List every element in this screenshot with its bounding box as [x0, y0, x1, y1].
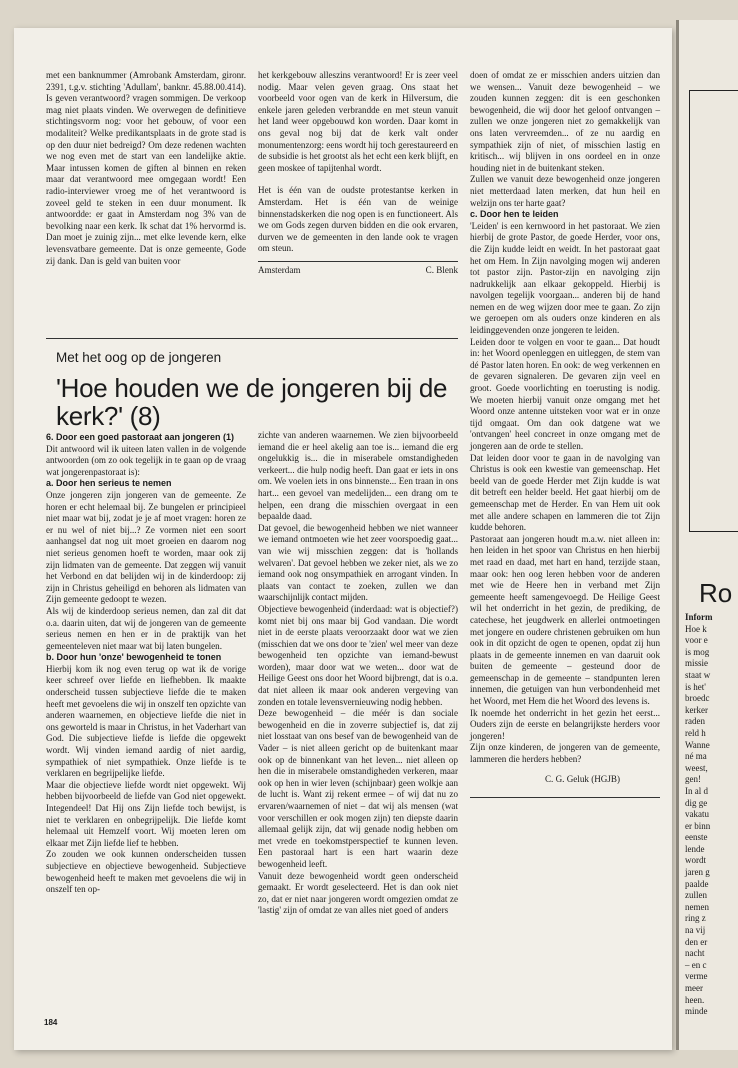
article-column-3 — [470, 70, 660, 798]
facing-page-line: jaren g — [685, 867, 710, 878]
subsection-b-para3: Zo zouden we ook kunnen onderscheiden tussen subjectieve en objectieve bewogenheid. Subjectieve bewogenheid heeft te maken met gevoelens die wij in onszelf ten op- — [46, 849, 246, 895]
facing-page-line: staat w — [685, 669, 711, 680]
signature-place: Amsterdam — [258, 264, 301, 275]
facing-page-line: nacht — [685, 948, 705, 959]
facing-page-partial — [676, 20, 738, 1050]
middle-para4: Deze bewogenheid – die méér is dan sociale bewogenheid en die in zoverre subjectief is, dat zij niet losstaat van ons besef van de bewogenheid van de Vader – is niet alleen gericht op de buitenkant maar ook op de binnenkant van het leven... niet alleen op hen die in miserabele omstandigheden verkeren, maar ook op hen in wier leven (schijnbaar) geen wolkje aan de lucht is. Want zij rekent ermee – of wij dat nu zo ervaren/waarnemen of niet – dat wij als mensen (wat voor verschillen er ook mogen zijn) ten diepste daarin allemaal gelijk zijn, dat wij genade nodig hebben om met vrede en toekomstperspectief te kunnen leven. Een pastoraal hart is een hart waarin deze bewogenheid leeft. — [258, 708, 458, 869]
magazine-page — [14, 28, 672, 1050]
intro-paragraph: Dit antwoord wil ik uiteen laten vallen in de volgende antwoorden (om zo ook tegelijk in te gaan op de vraag wat jongerenpastoraat is): — [46, 443, 246, 477]
facing-page-line: paalde — [685, 878, 709, 889]
subsection-c-para5: Ik noemde het onderricht in het gezin het eerst... Ouders zijn de eerste en belangrijkste herders voor jongeren! — [470, 707, 660, 741]
article-column-2 — [258, 430, 458, 917]
facing-page-line: Inform — [685, 612, 713, 622]
top-article-col1-text: met een banknummer (Amrobank Amsterdam, gironr. 2391, t.g.v. stichting 'Adullam', banknr. 45.88.00.414). Is geven verantwoord? vragen sommigen. De verkoop mag niet plaats vinden. We overwegen de definitieve stichtingsvorm nog: voor het gebouw, of voor een modaliteit? Welke predikantsplaats in de grote stad is op den duur niet bedreigd? Om deze redenen wachten we nog even met de start van een landelijke aktie. Maar intussen komen de giften al binnen en reken maar dat verantwoord mee omgegaan wordt! Een radio-interviewer vroeg me of het verantwoord is zoveel geld te steken in een duur monument. Ik antwoordde: er gaat in Amsterdam nog 3% van de bevolking naar een kerk. Ik schat dat 1% hervormd is. Dan moet je zuinig zijn... met elke levende kern, elke levensvatbare gemeente. Dat is onze gemeente, Gode zij dank. Dan is geld van buiten voor — [46, 70, 246, 266]
facing-page-line: reld h — [685, 727, 706, 738]
subsection-a-title: a. Door hen serieus te nemen — [46, 478, 172, 489]
subsection-c-title: c. Door hen te leiden — [470, 209, 559, 220]
facing-page-line: gen! — [685, 774, 701, 785]
facing-page-line: weest, — [685, 762, 708, 773]
facing-page-title: Ro — [699, 578, 733, 608]
right-para2: Zullen we vanuit deze bewogenheid onze jongeren niet metterdaad laten merken, dat hun heil en welzijn ons ter harte gaat? — [470, 174, 660, 208]
middle-para5: Vanuit deze bewogenheid wordt geen onderscheid gemaakt. Er wordt geselecteerd. Het is dan ook niet zo, dat er niet naar jongeren wordt omgezien omdat ze 'lastig' zijn of omdat ze van alles niet goed of anders — [258, 870, 458, 916]
facing-page-line: minde — [685, 1006, 708, 1017]
article-column-1 — [46, 432, 246, 896]
signature-name: C. Blenk — [425, 264, 458, 275]
subsection-b-title: b. Door hun 'onze' bewogenheid te tonen — [46, 652, 222, 663]
facing-page-line: na vij — [685, 925, 706, 936]
right-para1: doen of omdat ze er misschien anders uitzien dan we wensen... Vanuit deze bewogenheid – we zouden kunnen zeggen: dit is een geschonken bewogenheid, die wij door het geloof ontvangen – zullen we onze jongeren niet zo gemakkelijk van ons laten vervreemden... of ze nu aardig en sympathiek zijn of niet, of misschien lastig en kritisch... wij blijven in ons oordeel en in onze houding niet in de buitenkant steken. — [470, 70, 660, 173]
subsection-a-para1: Onze jongeren zijn jongeren van de gemeente. Ze horen er echt helemaal bij. Ze bungelen er principieel niet maar wat bij, zodat je je af moet vragen: horen ze er nu wel of niet bij...? Ze vormen niet een soort aanhangsel dat nog uit moet groeien en daarom nog niet serieus genomen hoeft te worden, maar ook zij zijn lidmaten van de gemeente. Dat zeggen wij vanuit het Verbond en dat belijden wij in de kinderdoop: zij zijn in Christus geheiligd en behoren als lidmaten van Zijn gemeente gedoopt te wezen. — [46, 489, 246, 605]
facing-page-line: missie — [685, 658, 709, 669]
facing-page-line: voor e — [685, 635, 708, 646]
facing-page-line: meer — [685, 983, 703, 993]
facing-page-line: – en c — [685, 959, 707, 970]
facing-page-line: zullen — [685, 890, 707, 901]
subsection-c-para2: Leiden door te volgen en voor te gaan... Dat houdt in: het Woord openleggen en uitleggen, de stem van dé Pastor laten horen. En ook: de weg verkennen en de gevaren signaleren. De gevaren zijn veel en groot. Goede voorlichting en toerusting is nodig. We moeten hierbij vanuit onze omgang met het Woord onze antenne uitsteken voor wat er in onze tijd omgaat. Om dan ook datgene wat we 'ontvangen' heel concreet in onze omgang met de jongeren aan de orde te stellen. — [470, 336, 660, 451]
facing-page-line: broedc — [685, 693, 710, 704]
facing-page-line: ring z — [685, 913, 706, 924]
top-article-col2-para1: het kerkgebouw alleszins verantwoord! Er is zeer veel nodig. Maar velen geven graag. Ons staat het voorbeeld voor ogen van de kerk in Hilversum, die enkele jaren geleden verbrandde en met steun vanuit het land weer opgebouwd kon worden. Daar komt in ons geval nog bij dat de kerk valt onder monumentenzorg: eens wordt hij toch gerestaureerd en de subsidie is het grootst als het echt een kerk blijft, en geen moskee of tapijtenhal wordt. — [258, 70, 458, 173]
subsection-c-para1: 'Leiden' is een kernwoord in het pastoraat. We zien hierbij de grote Pastor, de goede Herder, voor ons, die Zijn kudde leidt en weidt. In het pastoraat gaat het om Hem. In Zijn navolging mogen wij anderen tot pastor zijn. Pastor-zijn en navolging zijn nadrukkelijk aan elkaar gekoppeld. Hierbij is navolgen tegelijk voorgaan... anderen bij de hand nemen en de weg wijzen door mee te gaan. Zo zijn we geroepen om als ouders onze kinderen en als leidinggevenden onze jongeren te leiden. — [470, 220, 660, 336]
subsection-c-para3: Dat leiden door voor te gaan in de navolging van Christus is ook een kwestie van gemeenschap. Het beeld van de goede Herder met Zijn kudde is wat dit betreft een helder beeld. Het gaat hierbij om de gemeenschap met de Herder. En van Hem uit ook met alle andere schapen en lammeren die tot Zijn kudde behoren. — [470, 452, 660, 533]
facing-page-line: heen. — [685, 994, 705, 1005]
article-signature: C. G. Geluk (HGJB) — [544, 773, 620, 784]
middle-para2: Dat gevoel, die bewogenheid hebben we niet wanneer we iemand ontmoeten wie het zeer voorspoedig gaat... van wie wij misschien zeggen: dat is 'hollands welvaren'. Dat gevoel hebben we zeker niet, als we zo iemand ook nog onsympathiek en arrogant vinden. In plaats van contact te zoeken, zullen we dan waarschijnlijk contact mijden. — [258, 522, 458, 603]
section-divider — [46, 338, 458, 339]
facing-page-line: kerker — [685, 704, 708, 715]
article-headline: 'Hoe houden we de jongeren bij de kerk?' (8) — [56, 373, 448, 431]
middle-para3: Objectieve bewogenheid (inderdaad: wat is objectief?) komt niet bij ons maar bij God vandaan. Die wordt niet in de eerste plaats veroorzaakt door wat we zien (misschien dat we ons door te 'zien' wel meer van deze bewogenheid ten opzichte van iemand-bewust worden), maar door wat we weten... door wat de Heilige Geest ons door het Woord bijbrengt, dat is o.a. dat niet alleen ik maar ook anderen vergeving van zonden en totale levensvernieuwing nodig hebben. — [258, 603, 458, 707]
subsection-b-para2: Maar die objectieve liefde wordt niet opgewekt. Wij hebben bijvoorbeeld de liefde van God niet opgewekt. Integendeel! Dat Hij ons Zijn liefde toch bewijst, is niet te verklaren en onbegrijpelijk. Die liefde komt helemaal uit Hemzelf voort. Wij moeten leren om elkaar met Zijn liefde lief te hebben. — [46, 779, 246, 848]
subsection-c-para4: Pastoraat aan jongeren houdt m.a.w. niet alleen in: hen leiden in het spoor van Christus en hen hierbij met raad en daad, met hart en hand, terzijde staan, maar ook: hen oog leren hebben voor de anderen met wie de Heere hen in verband met Zijn gemeente heeft samengevoegd. De Heilige Geest wil het onderricht in het gezin, de prediking, de catechese, het jeugdwerk en allerlei ontmoetingen met jongere en oudere christenen gebruiken om hun ook in dit opzicht de ogen te openen, opdat zij hun plaats in de gemeente innemen en van daaruit ook buiten de gemeente – gesteund door de gemeenschap in de gemeente – standpunten leren innemen, die getuigen van hun verbondenheid met het Woord, met Hem die het Woord des levens is. — [470, 533, 660, 707]
subsection-c-para6: Zijn onze kinderen, de jongeren van de gemeente, lammeren die herders hebben? — [470, 742, 660, 765]
facing-page-line: eenste — [685, 832, 708, 843]
facing-page-line: In al d — [685, 785, 708, 796]
series-kicker: Met het oog op de jongeren — [56, 350, 222, 365]
facing-page-line: dig ge — [685, 797, 708, 808]
facing-page-box — [689, 90, 738, 532]
facing-page-line: nemen — [685, 901, 709, 912]
top-article-column-2 — [258, 70, 458, 277]
facing-page-line: Wanne — [685, 739, 710, 750]
middle-para1: zichte van anderen waarnemen. We zien bijvoorbeeld iemand die er heel akelig aan toe is... iemand die erg ongelukkig is... die in miserabele omstandigheden verkeert... die hulp nodig heeft. Dan gaat er iets in ons om. We voelen iets in ons binnenste... Een traan in ons hart... een gevoel van medelijden... een drang om te helpen, een drang die misschien overgaat in een bepaalde daad. — [258, 430, 458, 522]
facing-page-line: né ma — [685, 751, 707, 762]
facing-page-line: raden — [685, 716, 705, 727]
facing-page-line: er binn — [685, 820, 711, 831]
facing-page-text — [685, 612, 713, 1018]
top-article-signature — [258, 261, 458, 277]
facing-page-line: den er — [685, 936, 708, 947]
facing-page-line: Hoe k — [685, 623, 707, 634]
page-number: 184 — [44, 1018, 58, 1027]
facing-page-line: lende — [685, 843, 705, 854]
facing-page-line: is mog — [685, 646, 710, 657]
facing-page-line: verme — [685, 971, 708, 982]
facing-page-line: wordt — [685, 855, 706, 866]
subsection-b-para1: Hierbij kom ik nog even terug op wat ik de vorige keer schreef over liefde en liefhebben. Ik maakte onderscheid tussen subjectieve liefde die te maken heeft met gevoelens die wij in onszelf ten opzichte van anderen waarnemen, en objectieve liefde die niet in ons geworteld is maar in Christus, in het Vaderhart van God. Die subjectieve liefde is liefde die opgewekt wordt. Wij vinden iemand aardig of niet aardig, sympathiek of niet sympathiek. Onze liefde is te verklaren en begrijpelijke liefde. — [46, 663, 246, 779]
top-article-column-1 — [46, 70, 246, 267]
column-end-rule — [470, 797, 660, 798]
facing-page-line: is het' — [685, 681, 706, 692]
section-6-title: 6. Door een goed pastoraat aan jongeren (1) — [46, 432, 235, 442]
subsection-a-para2: Als wij de kinderdoop serieus nemen, dan zal dit dat o.a. daarin uiten, dat wij de jongeren van de gemeente serieus nemen en hen er in de praktijk van het gemeenteleven niet maar wat bij laten bungelen. — [46, 605, 246, 651]
top-article-col2-para2: Het is één van de oudste protestantse kerken in Amsterdam. Het is één van de weinige binnenstadskerken die nog open is en functioneert. Als we om Gods zegen durven bidden en die ook ervaren, durven we de gemeenten in den lande ook te vragen om steun. — [258, 185, 458, 254]
facing-page-line: vakatu — [685, 809, 709, 820]
